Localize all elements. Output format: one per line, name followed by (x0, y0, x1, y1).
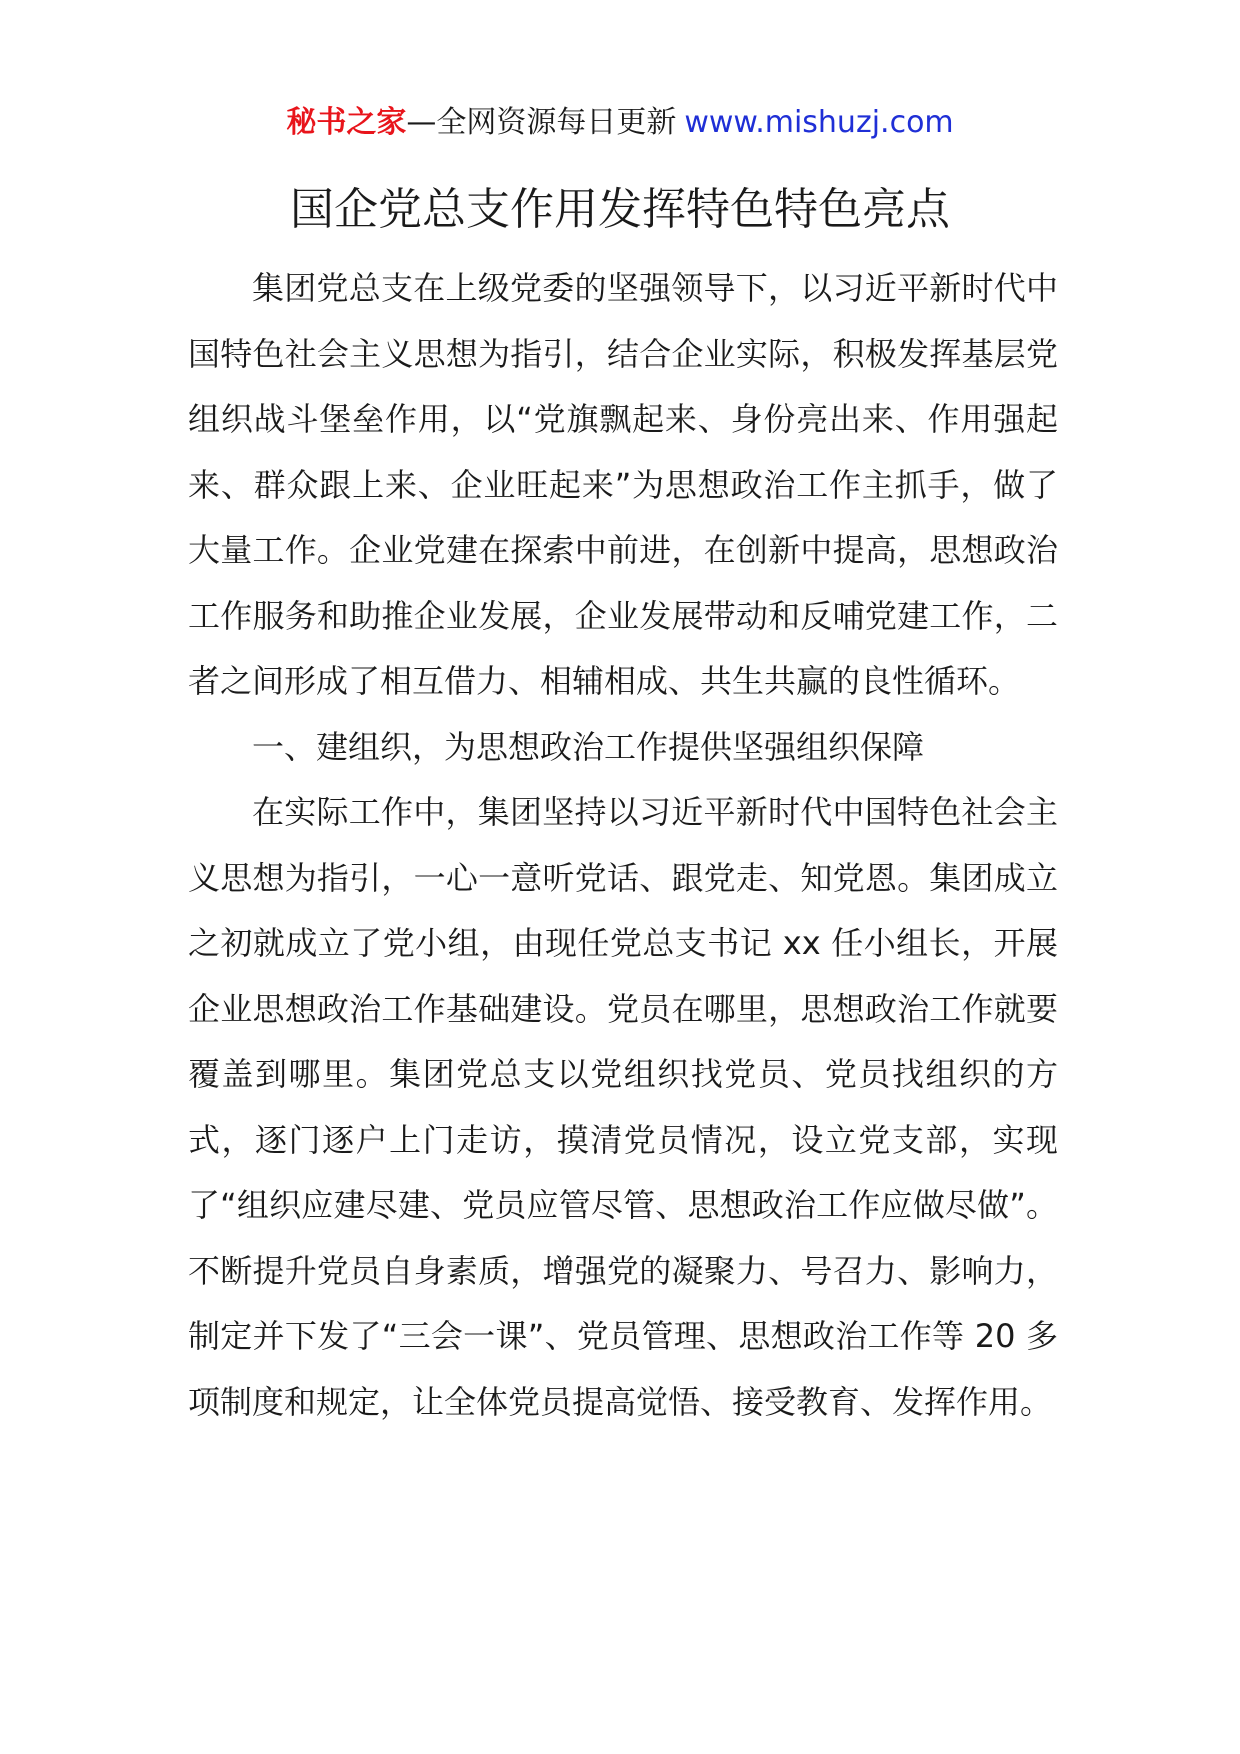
header-dash: — (406, 105, 437, 140)
watermark-header (0, 100, 1240, 146)
header-slogan: 全网资源每日更新 (436, 105, 677, 140)
section-heading-1: 一、建组织，为思想政治工作提供坚强组织保障 (252, 727, 925, 766)
site-url-link[interactable]: www.mishuzj.com (684, 105, 954, 140)
document-title: 国企党总支作用发挥特色特色亮点 (290, 184, 950, 235)
section-1-paragraph: 在实际工作中，集团坚持以习近平新时代中国特色社会主义思想为指引，一心一意听党话、跟党走、知党恩。集团成立之初就成立了党小组，由现任党总支书记 xx 任小组长，开展企业思想政治工作基础建设。党员在哪里，思想政治工作就要覆盖到哪里。集团党总支以党组织找党员、党员找组织的方式，逐门逐户上门走访，摸清党员情况，设立党支部，实现了“组织应建尽建、党员应管尽管、思想政治工作应做尽做”。不断提升党员自身素质，增强党的凝聚力、号召力、影响力，制定并下发了“三会一课”、党员管理、思想政治工作等 20 多项制度和规定，让全体党员提高觉悟、接受教育、发挥作用。 (188, 793, 1058, 1421)
intro-paragraph: 集团党总支在上级党委的坚强领导下，以习近平新时代中国特色社会主义思想为指引，结合企业实际，积极发挥基层党组织战斗堡垒作用，以“党旗飘起来、身份亮出来、作用强起来、群众跟上来、企业旺起来”为思想政治工作主抓手，做了大量工作。企业党建在探索中前进，在创新中提高，思想政治工作服务和助推企业发展，企业发展带动和反哺党建工作，二者之间形成了相互借力、相辅相成、共生共赢的良性循环。 (188, 269, 1058, 700)
document-body (188, 256, 1058, 1435)
brand-name: 秘书之家 (286, 105, 407, 140)
